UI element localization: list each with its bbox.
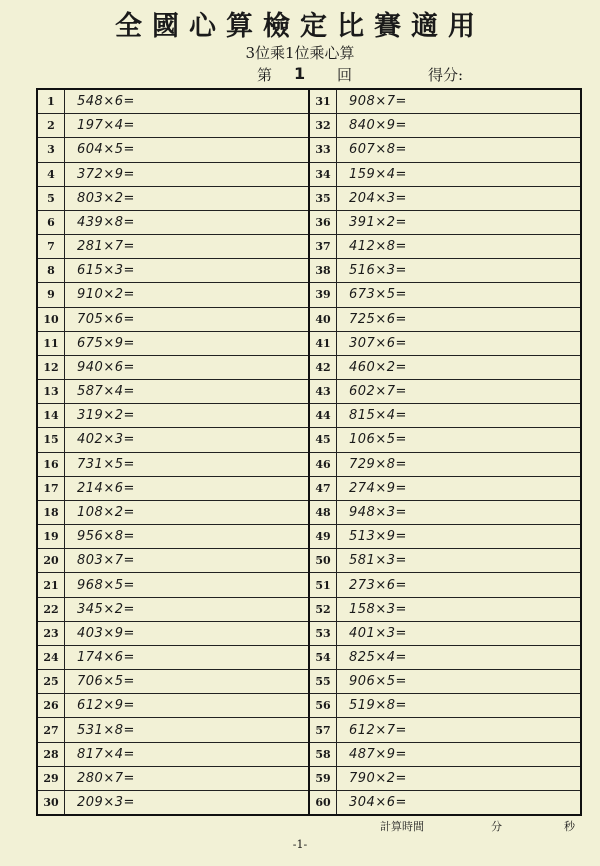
problem-text: 825×4= xyxy=(349,650,407,666)
problem-row xyxy=(310,501,580,525)
problem-text: 401×3= xyxy=(349,625,407,641)
problem-text: 439×8= xyxy=(77,214,135,230)
problem-row xyxy=(310,308,580,332)
problem-number: 2 xyxy=(38,114,65,137)
problem-row xyxy=(310,767,580,791)
problem-text: 412×8= xyxy=(349,239,407,255)
problem-number: 43 xyxy=(310,380,337,403)
problem-row xyxy=(38,646,308,670)
problem-text: 840×9= xyxy=(349,118,407,134)
problem-text: 817×4= xyxy=(77,746,135,762)
problem-number: 23 xyxy=(38,622,65,645)
problem-number: 25 xyxy=(38,670,65,693)
problem-row xyxy=(310,477,580,501)
problem-text: 790×2= xyxy=(349,770,407,786)
problem-row xyxy=(310,90,580,114)
problem-text: 304×6= xyxy=(349,795,407,811)
problem-row xyxy=(310,453,580,477)
problem-number: 42 xyxy=(310,356,337,379)
problem-text: 731×5= xyxy=(77,456,135,472)
problem-number: 35 xyxy=(310,187,337,210)
problem-text: 615×3= xyxy=(77,263,135,279)
problem-row xyxy=(38,90,308,114)
problem-text: 391×2= xyxy=(349,214,407,230)
problem-number: 32 xyxy=(310,114,337,137)
problem-text: 803×7= xyxy=(77,553,135,569)
problem-number: 22 xyxy=(38,598,65,621)
problem-number: 48 xyxy=(310,501,337,524)
problem-text: 209×3= xyxy=(77,795,135,811)
problem-text: 516×3= xyxy=(349,263,407,279)
problem-row xyxy=(38,477,308,501)
problem-column-right xyxy=(310,90,580,814)
problem-number: 51 xyxy=(310,573,337,596)
problem-row xyxy=(310,718,580,742)
problem-text: 612×9= xyxy=(77,698,135,714)
round-prefix: 第 xyxy=(257,66,273,84)
problem-row xyxy=(38,501,308,525)
problem-row xyxy=(38,694,308,718)
problem-text: 548×6= xyxy=(77,94,135,110)
problem-number: 1 xyxy=(38,90,65,113)
problem-number: 28 xyxy=(38,743,65,766)
problem-row xyxy=(310,525,580,549)
problem-text: 940×6= xyxy=(77,359,135,375)
problem-text: 204×3= xyxy=(349,190,407,206)
problem-text: 531×8= xyxy=(77,722,135,738)
problem-text: 280×7= xyxy=(77,770,135,786)
problem-text: 705×6= xyxy=(77,311,135,327)
problem-row xyxy=(38,114,308,138)
problem-number: 54 xyxy=(310,646,337,669)
problem-row xyxy=(310,163,580,187)
problem-text: 604×5= xyxy=(77,142,135,158)
problem-text: 158×3= xyxy=(349,601,407,617)
problem-number: 16 xyxy=(38,453,65,476)
problem-row xyxy=(38,767,308,791)
problem-row xyxy=(38,428,308,452)
problem-number: 4 xyxy=(38,163,65,186)
problem-row xyxy=(310,138,580,162)
problem-number: 60 xyxy=(310,791,337,814)
problem-text: 513×9= xyxy=(349,529,407,545)
problem-row xyxy=(310,549,580,573)
problem-text: 725×6= xyxy=(349,311,407,327)
problem-row xyxy=(38,138,308,162)
problem-number: 11 xyxy=(38,332,65,355)
problem-number: 56 xyxy=(310,694,337,717)
problem-number: 6 xyxy=(38,211,65,234)
problem-text: 273×6= xyxy=(349,577,407,593)
problem-number: 17 xyxy=(38,477,65,500)
problem-number: 41 xyxy=(310,332,337,355)
problem-row xyxy=(38,549,308,573)
problem-number: 5 xyxy=(38,187,65,210)
problem-row xyxy=(38,235,308,259)
problem-row xyxy=(310,428,580,452)
round-header xyxy=(0,64,600,86)
calc-time-label: 計算時間 xyxy=(380,820,424,833)
problem-row xyxy=(310,743,580,767)
problem-text: 673×5= xyxy=(349,287,407,303)
problem-row xyxy=(38,718,308,742)
problem-text: 214×6= xyxy=(77,480,135,496)
problem-row xyxy=(38,670,308,694)
problem-text: 281×7= xyxy=(77,239,135,255)
problem-row xyxy=(38,211,308,235)
problem-text: 803×2= xyxy=(77,190,135,206)
problem-number: 15 xyxy=(38,428,65,451)
problem-text: 159×4= xyxy=(349,166,407,182)
problem-number: 24 xyxy=(38,646,65,669)
problem-number: 33 xyxy=(310,138,337,161)
problem-row xyxy=(310,332,580,356)
problem-row xyxy=(38,453,308,477)
problem-number: 57 xyxy=(310,718,337,741)
problem-row xyxy=(310,646,580,670)
problem-row xyxy=(310,380,580,404)
worksheet-subtitle: 3位乘1位乘心算 xyxy=(245,44,355,62)
problem-number: 29 xyxy=(38,767,65,790)
page-title: 全國心算檢定比賽適用 xyxy=(115,11,485,42)
problem-row xyxy=(38,743,308,767)
footer xyxy=(0,818,600,838)
problem-text: 675×9= xyxy=(77,335,135,351)
problem-row xyxy=(310,694,580,718)
problem-text: 174×6= xyxy=(77,650,135,666)
problem-text: 706×5= xyxy=(77,674,135,690)
problem-row xyxy=(310,187,580,211)
problem-text: 307×6= xyxy=(349,335,407,351)
problem-number: 18 xyxy=(38,501,65,524)
problem-row xyxy=(38,525,308,549)
problem-row xyxy=(310,670,580,694)
problem-row xyxy=(38,308,308,332)
problem-row xyxy=(310,211,580,235)
problem-text: 403×9= xyxy=(77,625,135,641)
problem-row xyxy=(38,380,308,404)
problem-row xyxy=(38,356,308,380)
seconds-label: 秒 xyxy=(564,820,575,833)
problem-number: 20 xyxy=(38,549,65,572)
problem-text: 106×5= xyxy=(349,432,407,448)
problem-number: 34 xyxy=(310,163,337,186)
problem-number: 14 xyxy=(38,404,65,427)
problem-text: 372×9= xyxy=(77,166,135,182)
problem-number: 8 xyxy=(38,259,65,282)
problem-row xyxy=(38,598,308,622)
problem-number: 26 xyxy=(38,694,65,717)
problem-number: 37 xyxy=(310,235,337,258)
problem-text: 587×4= xyxy=(77,384,135,400)
page-number: -1- xyxy=(292,838,308,851)
problem-text: 906×5= xyxy=(349,674,407,690)
minutes-label: 分 xyxy=(491,820,502,833)
problem-number: 38 xyxy=(310,259,337,282)
problem-text: 197×4= xyxy=(77,118,135,134)
problem-number: 40 xyxy=(310,308,337,331)
problem-row xyxy=(38,404,308,428)
problem-number: 39 xyxy=(310,283,337,306)
problem-text: 319×2= xyxy=(77,408,135,424)
problem-sheet xyxy=(36,88,582,816)
problem-number: 7 xyxy=(38,235,65,258)
problem-number: 59 xyxy=(310,767,337,790)
problem-row xyxy=(310,114,580,138)
problem-text: 910×2= xyxy=(77,287,135,303)
problem-number: 30 xyxy=(38,791,65,814)
problem-number: 12 xyxy=(38,356,65,379)
problem-row xyxy=(310,622,580,646)
problem-text: 968×5= xyxy=(77,577,135,593)
problem-text: 345×2= xyxy=(77,601,135,617)
problem-number: 47 xyxy=(310,477,337,500)
round-suffix: 回 xyxy=(337,66,353,84)
problem-text: 581×3= xyxy=(349,553,407,569)
problem-column-left xyxy=(38,90,310,814)
problem-row xyxy=(38,259,308,283)
problem-number: 27 xyxy=(38,718,65,741)
problem-number: 10 xyxy=(38,308,65,331)
problem-row xyxy=(310,598,580,622)
problem-number: 21 xyxy=(38,573,65,596)
problem-text: 612×7= xyxy=(349,722,407,738)
problem-row xyxy=(38,622,308,646)
problem-row xyxy=(38,791,308,814)
problem-text: 956×8= xyxy=(77,529,135,545)
problem-text: 402×3= xyxy=(77,432,135,448)
problem-text: 108×2= xyxy=(77,505,135,520)
problem-row xyxy=(310,283,580,307)
problem-number: 31 xyxy=(310,90,337,113)
problem-number: 44 xyxy=(310,404,337,427)
problem-number: 55 xyxy=(310,670,337,693)
problem-row xyxy=(310,791,580,814)
problem-number: 36 xyxy=(310,211,337,234)
round-number: 1 xyxy=(294,64,306,83)
problem-number: 49 xyxy=(310,525,337,548)
problem-text: 487×9= xyxy=(349,746,407,762)
problem-row xyxy=(38,163,308,187)
problem-number: 45 xyxy=(310,428,337,451)
problem-row xyxy=(310,356,580,380)
problem-row xyxy=(38,283,308,307)
problem-number: 9 xyxy=(38,283,65,306)
problem-number: 58 xyxy=(310,743,337,766)
problem-text: 602×7= xyxy=(349,384,407,400)
problem-number: 19 xyxy=(38,525,65,548)
problem-row xyxy=(38,573,308,597)
problem-text: 274×9= xyxy=(349,480,407,496)
problem-text: 519×8= xyxy=(349,698,407,714)
problem-row xyxy=(310,259,580,283)
problem-number: 13 xyxy=(38,380,65,403)
problem-text: 729×8= xyxy=(349,456,407,472)
problem-text: 607×8= xyxy=(349,142,407,158)
problem-number: 46 xyxy=(310,453,337,476)
problem-number: 53 xyxy=(310,622,337,645)
problem-row xyxy=(310,404,580,428)
problem-number: 50 xyxy=(310,549,337,572)
problem-text: 460×2= xyxy=(349,359,407,375)
problem-row xyxy=(38,332,308,356)
problem-row xyxy=(38,187,308,211)
score-label: 得分: xyxy=(428,66,464,84)
problem-text: 815×4= xyxy=(349,408,407,424)
problem-row xyxy=(310,573,580,597)
problem-text: 908×7= xyxy=(349,94,407,110)
problem-number: 3 xyxy=(38,138,65,161)
problem-text: 948×3= xyxy=(349,505,407,520)
problem-row xyxy=(310,235,580,259)
problem-number: 52 xyxy=(310,598,337,621)
